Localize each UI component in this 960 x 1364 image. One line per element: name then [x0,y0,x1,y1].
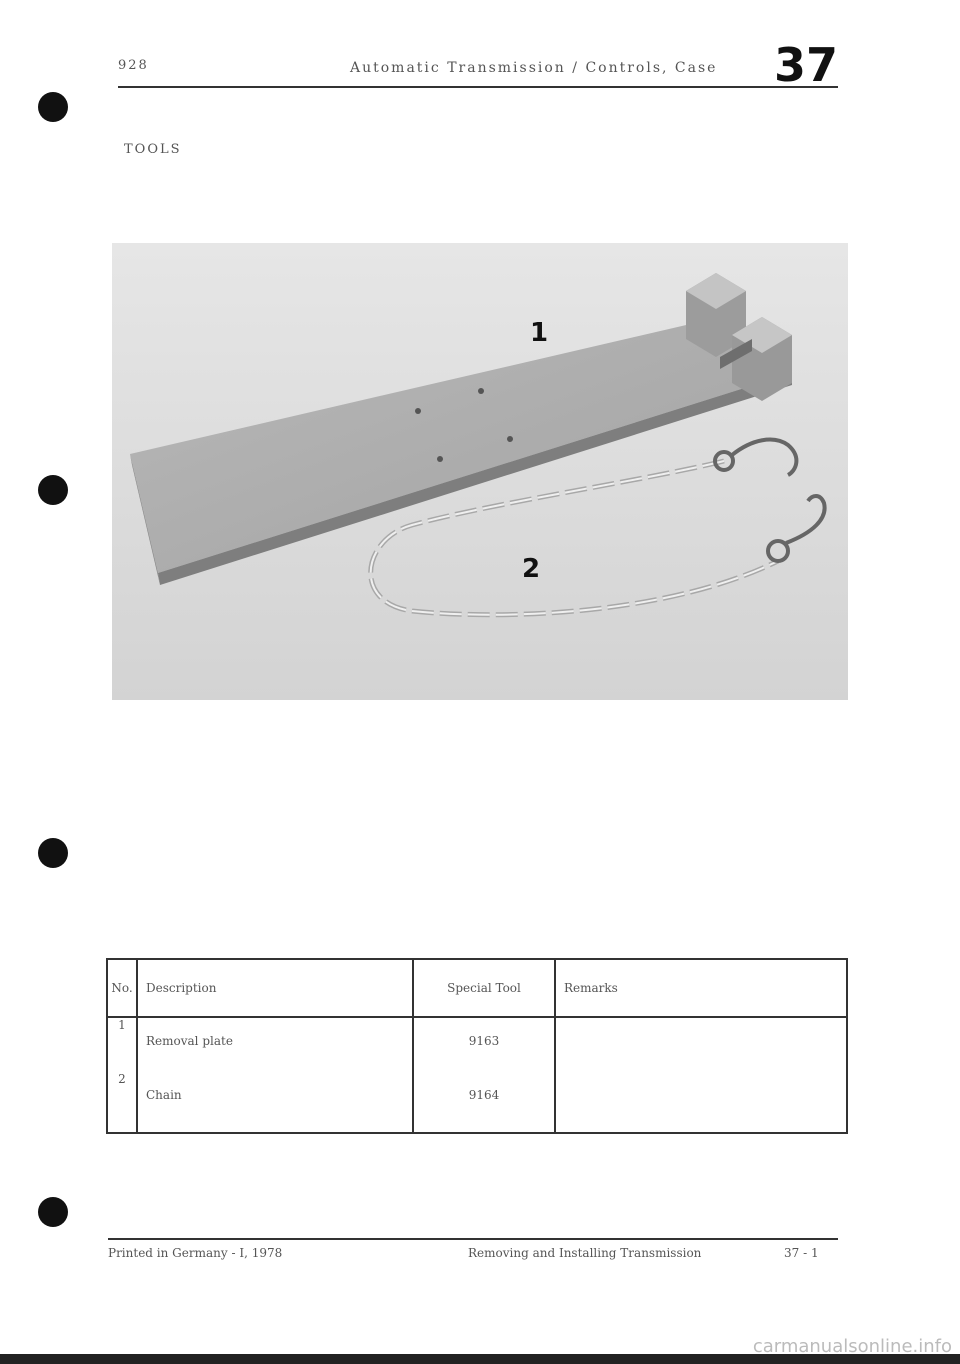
punch-hole [38,92,68,122]
col-header-no: No. [107,959,137,1017]
cell-remarks [555,1017,847,1072]
page-header [118,38,838,92]
punch-hole [38,838,68,868]
footer-printed: Printed in Germany - I, 1978 [108,1246,283,1260]
cell-remarks [555,1072,847,1133]
footer-rule [108,1238,838,1240]
col-header-remarks: Remarks [555,959,847,1017]
tools-photo [112,243,848,700]
cell-special-tool: 9163 [413,1017,555,1072]
table-row [107,1072,847,1133]
cell-special-tool: 9164 [413,1072,555,1133]
model-number: 928 [118,58,149,73]
callout-1: 1 [530,318,549,348]
cell-no: 2 [107,1072,137,1133]
table-row [107,1017,847,1072]
chapter-title: Automatic Transmission / Controls, Case [350,60,718,76]
header-rule [118,86,838,88]
col-header-special-tool: Special Tool [413,959,555,1017]
cell-description: Removal plate [137,1017,413,1072]
footer-section-title: Removing and Installing Transmission [468,1246,702,1260]
chapter-number: 37 [773,38,838,92]
watermark: carmanualsonline.info [752,1336,952,1357]
callout-2: 2 [522,554,541,584]
section-title: TOOLS [124,142,182,157]
footer-page-number: 37 - 1 [784,1246,819,1260]
cell-description: Chain [137,1072,413,1133]
punch-hole [38,1197,68,1227]
punch-hole [38,475,68,505]
tools-table [106,958,848,1134]
table-header-row [107,959,847,1017]
cell-no: 1 [107,1017,137,1072]
col-header-description: Description [137,959,413,1017]
